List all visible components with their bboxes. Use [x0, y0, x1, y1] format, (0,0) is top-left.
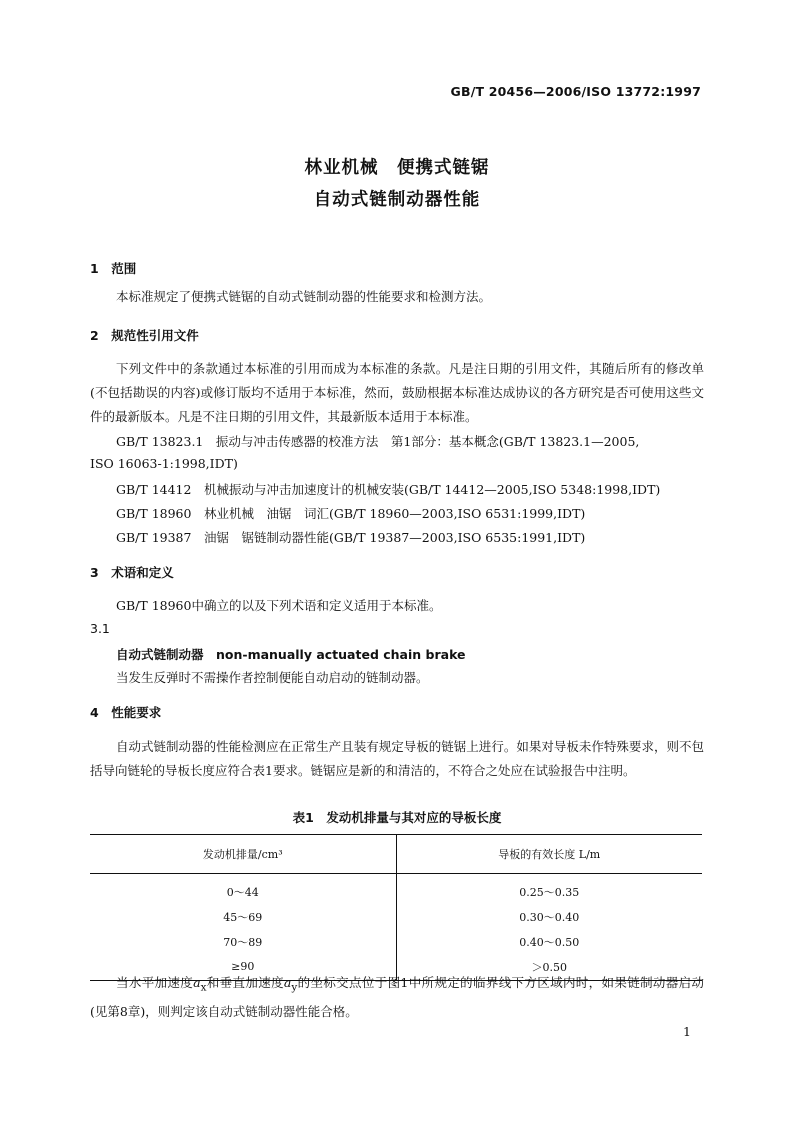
- section4-heading: 4 性能要求: [90, 705, 162, 720]
- table-cell: 0.40～0.50: [519, 935, 580, 949]
- ref-gbt-13823-cont: ISO 16063-1:1998,IDT): [90, 456, 238, 471]
- section2-text: 下列文件中的条款通过本标准的引用而成为本标准的条款。凡是注日期的引用文件，其随后所有的修改单(不包括勘误的内容)或修订版均不适用于本标准，然而，鼓励根据本标准达成协议的各方研究是否可使用这些文件的最新版本。凡是不注日期的引用文件，其最新版本适用于本标准。: [90, 361, 704, 424]
- table-caption: 表1 发动机排量与其对应的导板长度: [292, 810, 502, 825]
- table-row: [90, 929, 702, 954]
- ref-gbt-18960: GB/T 18960 林业机械 油锯 词汇(GB/T 18960—2003,ISO 6531:1999,IDT): [116, 506, 586, 521]
- term-definition: 当发生反弹时不需操作者控制便能自动启动的链制动器。: [116, 670, 429, 685]
- ref-gbt-19387: GB/T 19387 油锯 锯链制动器性能(GB/T 19387—2003,ISO 6535:1991,IDT): [116, 530, 586, 545]
- document-title-line1: 林业机械 便携式链锯: [304, 158, 490, 178]
- displacement-table: [90, 834, 702, 981]
- table-row: [90, 904, 702, 929]
- after-text-2: 和垂直加速度: [206, 975, 284, 990]
- sub-y: y: [291, 981, 298, 994]
- ref-gbt-14412: GB/T 14412 机械振动与冲击加速度计的机械安装(GB/T 14412—2005,ISO 5348:1998,IDT): [116, 482, 661, 497]
- after-text-1: 当水平加速度: [116, 975, 194, 990]
- table-cell: 0.25～0.35: [519, 885, 580, 899]
- document-title-line2: 自动式链制动器性能: [313, 190, 481, 210]
- after-text-3: 的坐标交点位于图1中所规定的临界线下方区域内时，如果链制动器启动(见第8章)，则判定该自动式链制动器性能合格。: [90, 975, 704, 1019]
- table-cell: 0.30～0.40: [519, 910, 580, 924]
- standard-code: GB/T 20456—2006/ISO 13772:1997: [450, 84, 701, 99]
- section4-after-table-text: [90, 971, 704, 1024]
- var-a-x: a: [193, 975, 201, 990]
- table-cell: ≥90: [90, 954, 396, 981]
- term-number: 3.1: [90, 621, 110, 636]
- var-a-y: a: [283, 975, 292, 990]
- section1-text: 本标准规定了便携式链锯的自动式链制动器的性能要求和检测方法。: [116, 289, 492, 304]
- table-cell: 45～69: [90, 904, 396, 929]
- table-header-displacement: 发动机排量/cm³: [90, 835, 396, 874]
- ref-gbt-13823: GB/T 13823.1 振动与冲击传感器的校准方法 第1部分：基本概念(GB/T 13823.1—2005,: [116, 434, 640, 449]
- table-cell: ＞0.50: [531, 960, 567, 974]
- section1-heading: 1 范围: [90, 261, 137, 276]
- table-cell: 70～89: [90, 929, 396, 954]
- section4-text: 自动式链制动器的性能检测应在正常生产且装有规定导板的链锯上进行。如果对导板未作特殊要求，则不包括导向链轮的导板长度应符合表1要求。链锯应是新的和清洁的，不符合之处应在试验报告中注明。: [90, 739, 704, 778]
- section2-heading: 2 规范性引用文件: [90, 328, 199, 343]
- term-title: 自动式链制动器 non-manually actuated chain brake: [116, 647, 466, 662]
- table-cell: 0～44: [90, 874, 396, 905]
- table-row: [90, 874, 702, 905]
- table-header-guide-bar-length: 导板的有效长度 L/m: [396, 835, 702, 874]
- sub-x: x: [200, 981, 207, 994]
- page-number: 1: [683, 1024, 691, 1039]
- section3-heading: 3 术语和定义: [90, 565, 174, 580]
- section3-text: GB/T 18960中确立的以及下列术语和定义适用于本标准。: [116, 598, 442, 613]
- table-header-row: [90, 835, 702, 874]
